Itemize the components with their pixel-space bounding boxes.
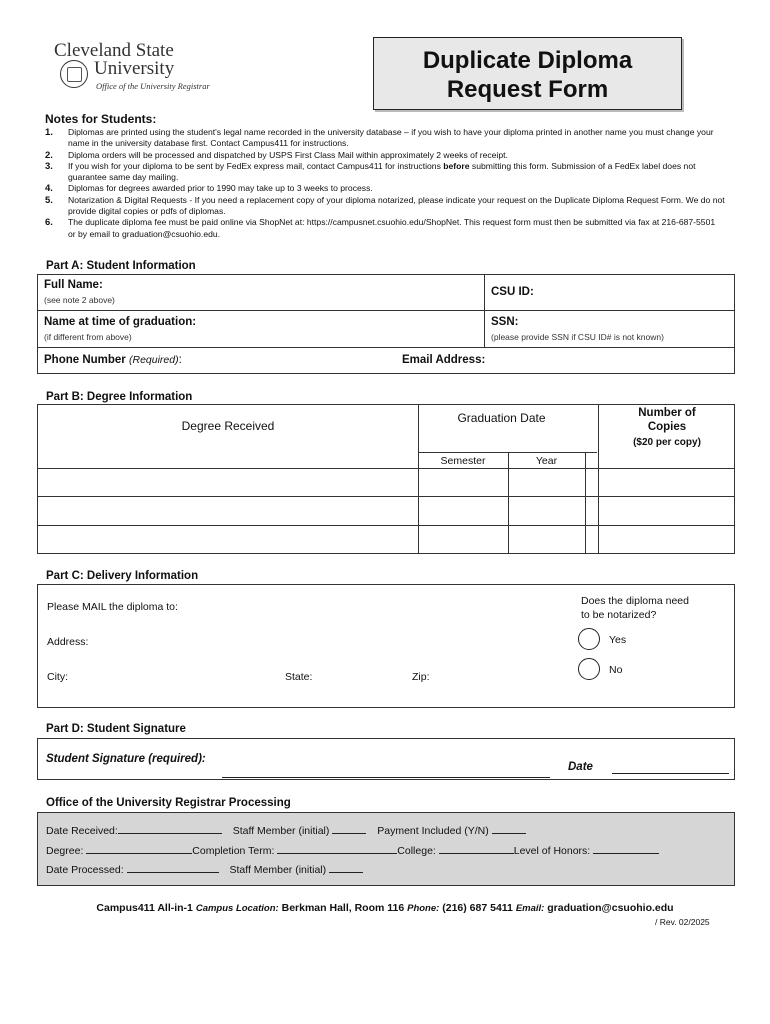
university-logo [52,40,252,100]
table-row [38,348,734,374]
payment-blank[interactable] [492,824,526,834]
note-number: 1. [45,127,53,138]
completion-term-blank[interactable] [277,844,397,854]
phone-label: Phone Number [44,354,126,366]
staff-member2-blank[interactable] [329,863,363,873]
signature-line[interactable] [222,777,550,778]
honors-label: Level of Honors: [513,845,591,857]
grad-name-field[interactable] [38,311,485,347]
degree-input[interactable] [38,469,418,496]
phone-field[interactable] [38,348,396,374]
phone-colon: : [178,354,182,366]
notes-list [45,127,725,240]
semester-input[interactable] [419,497,508,525]
notarize-question [581,594,689,622]
footer-contact [0,902,770,914]
csu-id-field[interactable] [485,275,734,310]
note-text: Diplomas are printed using the student's legal name recorded in the university database – if you wish to have your diploma printed in another name you must change your name in the university database first. Contact Campus411 for instructions. [68,127,714,149]
semester-input[interactable] [419,469,508,496]
grad-date-header: Graduation Date [457,411,546,425]
date-line[interactable] [612,773,729,774]
note-item [45,195,725,218]
office-heading: Office of the University Registrar Processing [46,797,291,809]
office-processing-box [37,812,735,886]
copies-header [598,406,736,450]
footer-location: Berkman Hall, Room 116 [281,902,405,914]
copies-input[interactable] [599,526,734,554]
notarize-yes-radio[interactable] [578,628,600,650]
footer-location-label: Campus Location: [195,903,279,914]
degree-info-table [37,404,735,554]
year-input[interactable] [509,469,585,496]
note-text-part: If you wish for your diploma to be sent by FedEx express mail, contact Campus411 for instructions [68,160,444,171]
footer-phone-label: Phone: [407,903,440,914]
copies-label-1: Number of [638,407,696,419]
copies-input[interactable] [599,497,734,525]
footer-phone: (216) 687 5411 [442,902,513,914]
delivery-info-box [37,584,735,708]
form-title-line2: Request Form [446,76,609,103]
logo-line1: Cleveland State [54,40,174,61]
full-name-label: Full Name: [44,279,103,291]
address-label: Address: [47,636,89,648]
form-title-box [373,37,682,110]
university-seal-icon [60,60,88,88]
email-field[interactable] [396,348,734,374]
logo-line2: University [94,58,175,79]
note-number: 4. [45,183,53,195]
ssn-note: (please provide SSN if CSU ID# is not known) [491,332,664,342]
degree-input[interactable] [38,497,418,525]
note-text: Notarization & Digital Requests - If you need a replacement copy of your diploma notarized, please indicate your request on the Duplicate Diploma Request Form. We do not provide digital copies or pdfs of diplomas. [68,194,725,217]
grad-name-label: Name at time of graduation: [44,316,197,328]
date-processed-blank[interactable] [127,863,219,873]
completion-term-label: Completion Term: [192,845,275,857]
email-label: Email Address: [402,354,486,366]
footer-email[interactable]: graduation@csuohio.edu [547,902,674,914]
date-received-blank[interactable] [118,824,222,834]
notarize-line2: to be notarized? [581,609,657,621]
semester-input[interactable] [419,526,508,554]
signature-box [37,738,735,780]
state-label: State: [285,671,313,683]
form-title-line1: Duplicate Diploma [422,47,633,74]
payment-label: Payment Included (Y/N) [377,825,489,837]
note-text-bold: before [443,160,470,171]
logo-line3: Office of the University Registrar [96,81,210,91]
copies-input[interactable] [599,469,734,496]
note-item [45,183,725,194]
note-text: Diplomas for degrees awarded prior to 1990 may take up to 3 weeks to process. [68,183,373,194]
notarize-line1: Does the diploma need [581,595,689,607]
college-blank[interactable] [439,844,514,854]
note-text-part: submitting this form. Submission of a FedEx label does not guarantee same day mailing. [68,160,696,183]
part-c-heading: Part C: Delivery Information [46,570,199,582]
revision-date: / Rev. 02/2025 [655,917,710,927]
note-text: The duplicate diploma fee must be paid online via ShopNet at: https://campusnet.csuohio.edu/ShopNet. This request form must then be submitted via fax at 216-687-5501 or by email to graduation@csuohio.edu. [68,217,716,239]
table-row [38,275,734,311]
notarize-no-radio[interactable] [578,658,600,680]
grad-name-note: (if different from above) [44,332,132,342]
copies-price: ($20 per copy) [633,437,701,448]
staff-member2-label: Staff Member (initial) [229,864,327,876]
csu-id-label: CSU ID: [491,286,534,298]
office-row [46,824,526,837]
notarize-no-label: No [609,664,623,676]
ssn-field[interactable] [485,311,734,347]
year-input[interactable] [509,497,585,525]
table-row [38,311,734,348]
note-number: 6. [45,217,53,229]
phone-label-group [44,354,182,366]
footer-office-name: Campus411 All-in-1 [96,902,193,914]
full-name-note: (see note 2 above) [44,295,115,305]
note-number: 5. [45,194,53,206]
notarize-yes-label: Yes [609,634,627,646]
degree-label: Degree: [46,845,84,857]
city-label: City: [47,671,68,683]
zip-label: Zip: [412,671,430,683]
note-text [68,161,725,184]
mail-to-label: Please MAIL the diploma to: [47,601,178,613]
student-info-table [37,274,735,374]
note-item [45,127,725,150]
note-item [45,150,725,161]
part-d-heading: Part D: Student Signature [46,723,186,735]
degree-input[interactable] [38,526,418,554]
honors-blank[interactable] [593,844,659,854]
staff-member-blank[interactable] [332,824,366,834]
copies-label-2: Copies [647,421,687,433]
staff-member-label: Staff Member (initial) [232,825,330,837]
office-row [46,844,659,857]
part-a-heading: Part A: Student Information [46,260,196,272]
notes-heading: Notes for Students: [45,112,157,126]
part-b-heading: Part B: Degree Information [46,391,193,403]
note-item [45,217,725,240]
signature-label: Student Signature (required): [46,753,206,765]
office-row [46,863,363,876]
phone-required: (Required) [129,354,179,366]
date-received-label: Date Received: [46,825,118,837]
subheader-line [418,452,597,453]
degree-blank[interactable] [86,844,192,854]
note-number: 3. [45,160,53,172]
footer-email-label: Email: [515,903,545,914]
date-label: Date [568,761,593,773]
date-processed-label: Date Processed: [46,864,124,876]
semester-header: Semester [440,455,486,467]
year-header: Year [535,455,558,467]
full-name-field[interactable] [38,275,485,310]
note-item [45,161,725,184]
note-text: Diploma orders will be processed and dispatched by USPS First Class Mail within approximately 2 weeks of receipt. [68,149,508,160]
year-input[interactable] [509,526,585,554]
note-number: 2. [45,149,53,161]
college-label: College: [397,845,436,857]
degree-header: Degree Received [181,419,275,433]
ssn-label: SSN: [491,316,519,328]
